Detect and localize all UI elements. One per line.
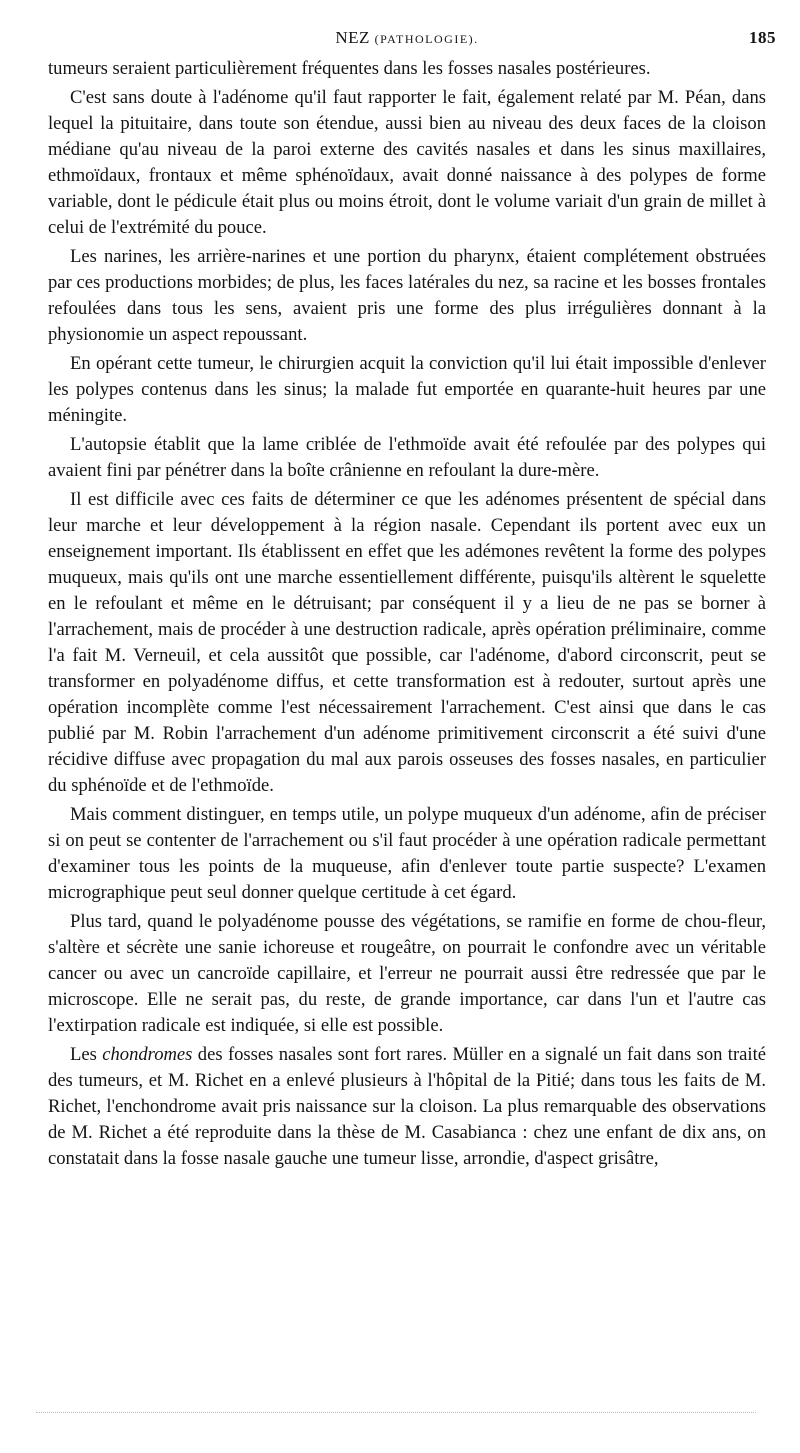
paragraph: Il est difficile avec ces faits de déterminer ce que les adénomes présentent de spécial dans leur marche et leur développement à la région nasale. Cependant ils portent avec eux un enseignement important. Ils établissent en effet que les adémones revêtent la forme des polypes muqueux, mais qu'ils ont une marche essentiellement différente, puisqu'ils altèrent le squelette en le refoulant et même en le détruisant; par conséquent il y a lieu de ne pas se borner à l'arrachement, mais de procéder à une destruction radicale, après opération préliminaire, comme l'a fait M. Verneuil, et cela aussitôt que possible, car l'adénome, d'abord circonscrit, peut se transformer en polyadénome diffus, et cette transformation est à redouter, surtout après une opération incomplète comme l'est nécessairement l'arrachement. C'est ainsi que dans le cas publié par M. Robin l'arrachement d'un adénome primitivement circonscrit a été suivi d'une récidive diffuse avec propagation du mal aux parois osseuses des fosses nasales, en particulier du sphénoïde et de l'ethmoïde. [48,489,766,796]
running-title-main: NEZ [335,28,370,47]
paragraph: Les narines, les arrière-narines et une portion du pharynx, étaient complétement obstruées par ces productions morbides; de plus, les faces latérales du nez, sa racine et les bosses frontales refoulées dans tous les sens, avaient pris une forme des plus irrégulières donnant à la physionomie un aspect repoussant. [48,246,766,345]
paragraph-chondromes [48,1042,766,1172]
paragraph-continued: tumeurs seraient particulièrement fréquentes dans les fosses nasales postérieures. [48,58,651,79]
paragraph: Mais comment distinguer, en temps utile, un polype muqueux d'un adénome, afin de préciser si on peut se contenter de l'arrachement ou s'il faut procéder à une opération radicale permettant d'examiner tous les points de la muqueuse, afin d'enlever toute partie suspecte? L'examen micrographique peut seul donner quelque certitude à cet égard. [48,804,766,903]
bottom-dotted-rule [36,1412,756,1413]
page-number: 185 [749,28,776,47]
paragraph: L'autopsie établit que la lame criblée de l'ethmoïde avait été refoulée par des polypes qui avaient fini par pénétrer dans la boîte crânienne en refoulant la dure-mère. [48,434,766,481]
paragraph: En opérant cette tumeur, le chirurgien acquit la conviction qu'il lui était impossible d'enlever les polypes contenus dans les sinus; la malade fut emportée en quarante-huit heures par une méningite. [48,353,766,426]
italic-term: chondromes [102,1044,193,1065]
page [48,22,776,1175]
paragraph: C'est sans doute à l'adénome qu'il faut rapporter le fait, également relaté par M. Péan, dans lequel la pituitaire, dans toute son étendue, aussi bien au niveau des deux faces de la cloison médiane qu'au niveau de la paroi externe des cavités nasales et dans les sinus maxillaires, ethmoïdaux, frontaux et même sphénoïdaux, avait donné naissance à des polypes de forme variable, dont le pédicule était plus ou moins étroit, dont le volume variait d'un grain de millet à celui de l'extrémité du pouce. [48,87,766,238]
paragraph-lead: Les [70,1044,103,1065]
running-header [48,22,776,56]
paragraph-rest: des fosses nasales sont fort rares. Müller en a signalé un fait dans son traité des tumeurs, et M. Richet en a enlevé plusieurs à l'hôpital de la Pitié; dans tous les faits de M. Richet, l'enchondrome avait pris naissance sur la cloison. La plus remarquable des observations de M. Richet a été reproduite dans la thèse de M. Casabianca : chez une enfant de dix ans, on constatait dans la fosse nasale gauche une tumeur lisse, arrondie, d'aspect grisâtre, [48,1044,766,1169]
body-text [48,56,766,1172]
running-title [48,28,766,48]
running-title-sub: (PATHOLOGIE). [374,32,479,46]
paragraph: Plus tard, quand le polyadénome pousse des végétations, se ramifie en forme de chou-fleur, s'altère et sécrète une sanie ichoreuse et rougeâtre, on pourrait le confondre avec un véritable cancer ou avec un cancroïde capillaire, et l'erreur ne pourrait aussi être redressée que par le microscope. Elle ne serait pas, du reste, de grande importance, car dans l'un et l'autre cas l'extirpation radicale est indiquée, si elle est possible. [48,911,766,1036]
